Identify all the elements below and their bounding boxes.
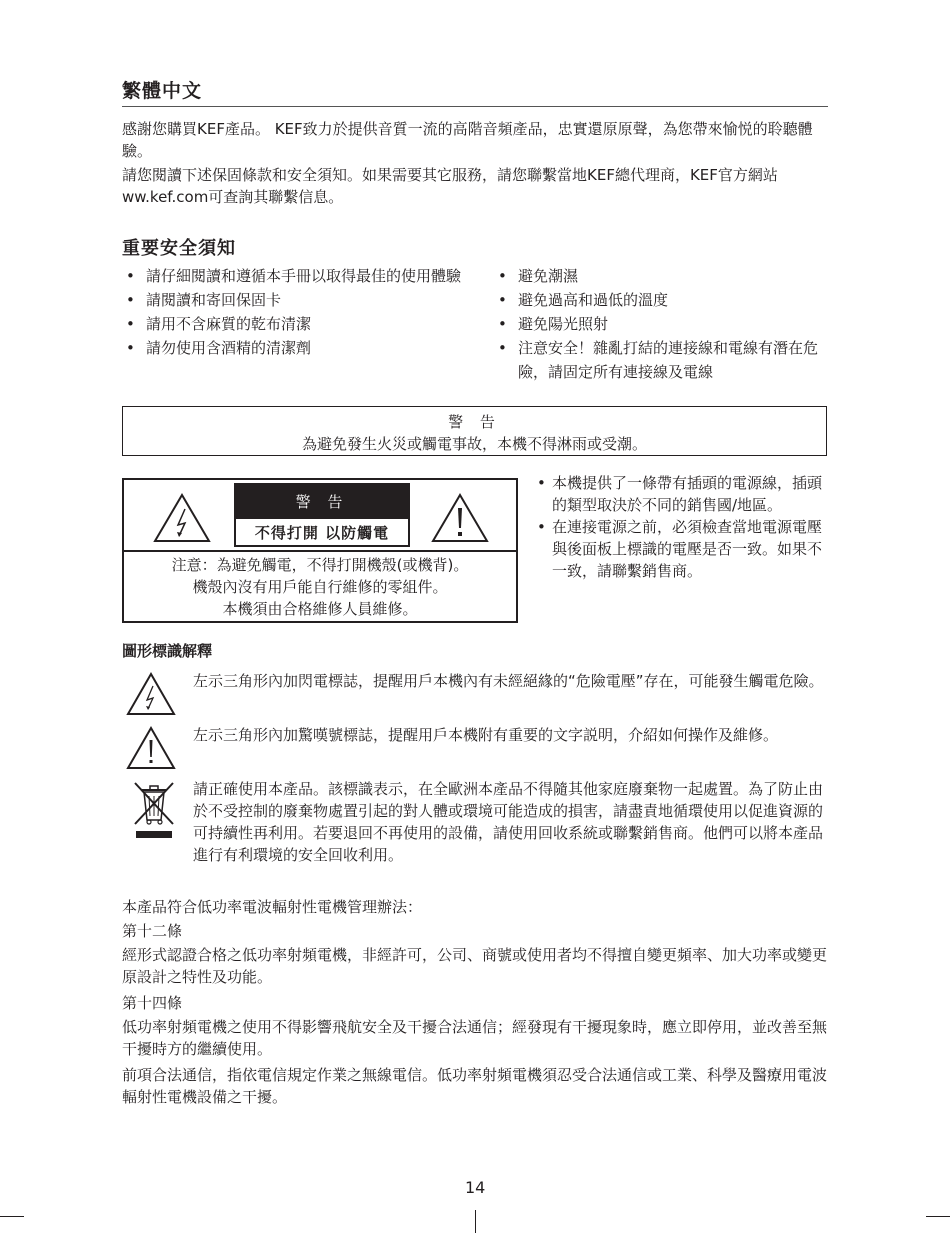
list-item: • 請用不含麻質的乾布清潔 bbox=[122, 312, 462, 336]
symbol-description: 左示三角形內加驚嘆號標誌，提醒用戶本機附有重要的文字説明，介紹如何操作及維修。 bbox=[193, 726, 779, 744]
list-item: • 在連接電源之前，必須檢查當地電源電壓與後面板上標識的電壓是否一致。如果不一致，請聯繫銷售商。 bbox=[536, 516, 836, 582]
safety-list-left bbox=[122, 264, 462, 360]
intro-paragraph-2: 請您閱讀下述保固條款和安全須知。如果需要其它服務，請您聯繫當地KEF總代理商，KEF官方網站ww.kef.com可查詢其聯繫信息。 bbox=[122, 166, 778, 206]
exclamation-triangle-icon bbox=[126, 726, 176, 770]
crop-mark bbox=[475, 1210, 476, 1233]
symbol-row-weee bbox=[122, 778, 834, 870]
page-number: 14 bbox=[465, 1178, 486, 1197]
list-item: • 避免陽光照射 bbox=[494, 312, 824, 336]
symbol-row-lightning bbox=[122, 670, 834, 720]
symbol-description: 請正確使用本產品。該標識表示，在全歐洲本產品不得隨其他家庭廢棄物一起處置。為了防止由於不受控制的廢棄物處置引起的對人體或環境可能造成的損害，請盡責地循環使用以促進資源的可持續性再利用。若要退回不再使用的設備，請使用回收系統或聯繫銷售商。他們可以將本產品進行有利環境的安全回收利用。 bbox=[193, 780, 824, 864]
heading-rule bbox=[122, 106, 828, 107]
lightning-triangle-icon bbox=[126, 672, 176, 716]
safety-heading: 重要安全須知 bbox=[122, 238, 236, 259]
warning-title: 警 告 bbox=[448, 413, 501, 431]
list-item: • 注意安全！雜亂打結的連接線和電線有潛在危險，請固定所有連接線及電線 bbox=[494, 336, 824, 384]
lightning-triangle-icon bbox=[152, 492, 212, 544]
warning-label-title: 警 告 bbox=[236, 485, 408, 519]
list-item: • 請勿使用含酒精的清潔劑 bbox=[122, 336, 462, 360]
regulation-article-12: 第十二條 bbox=[122, 922, 183, 940]
crossed-bin-icon bbox=[132, 780, 176, 842]
regulation-article-14-text: 低功率射頻電機之使用不得影響飛航安全及干擾合法通信；經發現有干擾現象時，應立即停用，並改善至無干擾時方的繼續使用。 bbox=[122, 1018, 828, 1058]
symbols-heading: 圖形標識解釋 bbox=[122, 642, 213, 660]
list-item: • 請閱讀和寄回保固卡 bbox=[122, 288, 462, 312]
warning-box bbox=[122, 406, 827, 456]
symbol-description: 左示三角形內加閃電標誌，提醒用戶本機內有未經絕緣的“危險電壓”存在，可能發生觸電危險。 bbox=[193, 672, 824, 690]
regulation-article-12-text: 經形式認證合格之低功率射頻電機，非經許可，公司、商號或使用者均不得擅自變更頻率、加大功率或變更原設計之特性及功能。 bbox=[122, 946, 828, 986]
regulation-intro: 本產品符合低功率電波輻射性電機管理辦法： bbox=[122, 898, 423, 916]
warning-text: 為避免發生火災或觸電事故，本機不得淋雨或受潮。 bbox=[301, 435, 647, 453]
list-item: • 請仔細閱讀和遵循本手冊以取得最佳的使用體驗 bbox=[122, 264, 462, 288]
crop-mark bbox=[926, 1216, 950, 1217]
notice-line: 注意：為避免觸電，不得打開機殼(或機背)。 bbox=[171, 556, 469, 574]
exclamation-triangle-icon bbox=[430, 492, 490, 544]
shock-hazard-box bbox=[122, 478, 518, 623]
list-item: • 避免潮濕 bbox=[494, 264, 824, 288]
section-heading-traditional-chinese: 繁體中文 bbox=[122, 80, 203, 102]
notice-line: 本機須由合格維修人員維修。 bbox=[222, 600, 418, 618]
crop-mark bbox=[0, 1216, 24, 1217]
list-item: • 本機提供了一條帶有插頭的電源線，插頭的類型取決於不同的銷售國/地區。 bbox=[536, 472, 836, 516]
box-divider bbox=[124, 550, 516, 552]
regulation-article-14: 第十四條 bbox=[122, 994, 183, 1012]
intro-paragraph-1: 感謝您購買KEF產品。 KEF致力於提供音質一流的高階音頻產品，忠實還原原聲，為您帶來愉悦的聆聽體驗。 bbox=[122, 120, 813, 160]
notice-line: 機殼內沒有用戶能自行維修的零組件。 bbox=[192, 578, 448, 596]
warning-label-block bbox=[234, 483, 410, 547]
symbol-row-exclamation bbox=[122, 724, 834, 774]
power-list bbox=[536, 472, 836, 582]
warning-label-subtitle: 不得打開 以防觸電 bbox=[254, 524, 390, 542]
safety-list-right bbox=[494, 264, 824, 384]
list-item: • 避免過高和過低的溫度 bbox=[494, 288, 824, 312]
regulation-note: 前項合法通信，指依電信規定作業之無線電信。低功率射頻電機須忍受合法通信或工業、科學及醫療用電波輻射性電機設備之干擾。 bbox=[122, 1066, 828, 1106]
shock-notice bbox=[124, 554, 516, 620]
